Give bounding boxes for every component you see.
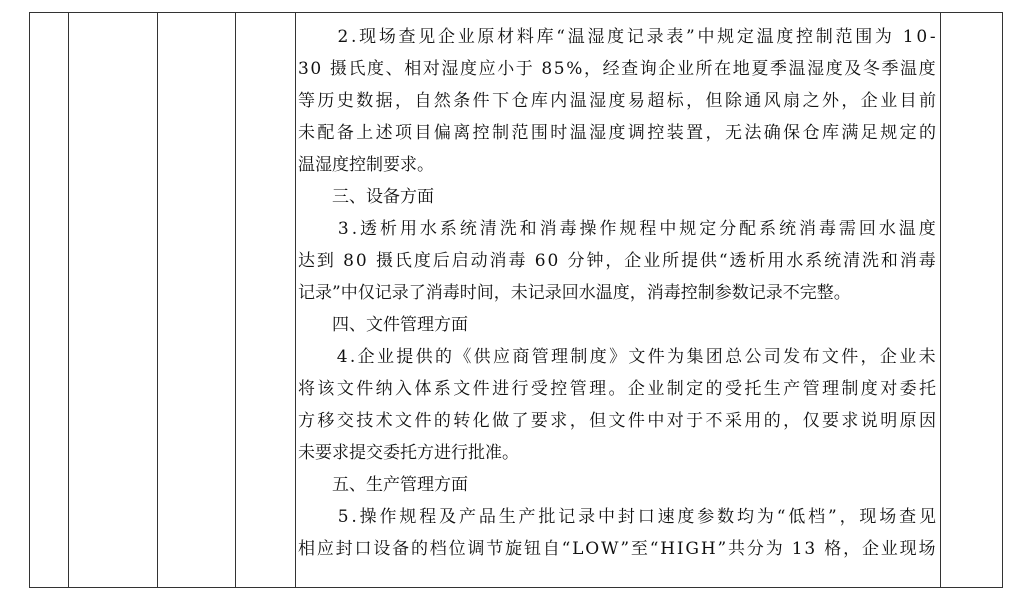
table-border-bottom (29, 587, 1003, 588)
column-divider-3 (235, 12, 236, 587)
text-line: 等 历 史 数 据 ， 自 然 条 件 下 仓 库 内 温 湿 度 易 超 标 ， 但 除 通 风 扇 之 外 ， 企 业 目 前 (298, 91, 936, 111)
text-line: 4 . 企 业 提 供 的 《 供 应 商 管 理 制 度 》 文 件 为 集 团 总 公 司 发 布 文 件 ， 企 业 未 (336, 347, 936, 367)
section-heading: 三、设备方面 (298, 187, 434, 207)
cell-findings-text (298, 12, 938, 587)
column-divider-5 (940, 12, 941, 587)
column-divider-1 (68, 12, 69, 587)
text-line: 相 应 封 口 设 备 的 档 位 调 节 旋 钮 自 “ L O W ” 至 “ H I G H ” 共 分 为 1 3 格 ， 企 业 现 场 (298, 539, 936, 559)
text-line: 5 . 操 作 规 程 及 产 品 生 产 批 记 录 中 封 口 速 度 参 数 均 为 “ 低 档 ” ， 现 场 查 见 (337, 507, 936, 527)
text-line: 未 配 备 上 述 项 目 偏 离 控 制 范 围 时 温 湿 度 调 控 装 置 ， 无 法 确 保 仓 库 满 足 规 定 的 (298, 123, 936, 143)
table-border-left (29, 12, 30, 587)
text-line: 温湿度控制要求。 (298, 155, 434, 175)
text-line: 达 到 8 0 摄 氏 度 后 启 动 消 毒 6 0 分 钟 ， 企 业 所 提 供 “ 透 析 用 水 系 统 清 洗 和 消 毒 (298, 251, 936, 271)
table-border-right (1002, 12, 1003, 587)
text-line: 3 . 透 析 用 水 系 统 清 洗 和 消 毒 操 作 规 程 中 规 定 分 配 系 统 消 毒 需 回 水 温 度 (337, 219, 936, 239)
text-line: 将 该 文 件 纳 入 体 系 文 件 进 行 受 控 管 理 。 企 业 制 定 的 受 托 生 产 管 理 制 度 对 委 托 (298, 379, 936, 399)
section-heading: 五、生产管理方面 (298, 475, 468, 495)
text-line: 3 0 摄 氏 度 、 相 对 湿 度 应 小 于 8 5 % ， 经 查 询 企 业 所 在 地 夏 季 温 湿 度 及 冬 季 温 度 (298, 59, 936, 79)
text-line: 方 移 交 技 术 文 件 的 转 化 做 了 要 求 ， 但 文 件 中 对 于 不 采 用 的 ， 仅 要 求 说 明 原 因 (298, 411, 936, 431)
column-divider-2 (157, 12, 158, 587)
text-line: 未要求提交委托方进行批准。 (298, 443, 519, 463)
section-heading: 四、文件管理方面 (298, 315, 468, 335)
text-line: 记录”中仅记录了消毒时间，未记录回水温度，消毒控制参数记录不完整。 (298, 283, 851, 303)
column-divider-4 (295, 12, 296, 587)
text-line: 2 . 现 场 查 见 企 业 原 材 料 库 “ 温 湿 度 记 录 表 ” 中 规 定 温 度 控 制 范 围 为 1 0 - (337, 27, 936, 47)
